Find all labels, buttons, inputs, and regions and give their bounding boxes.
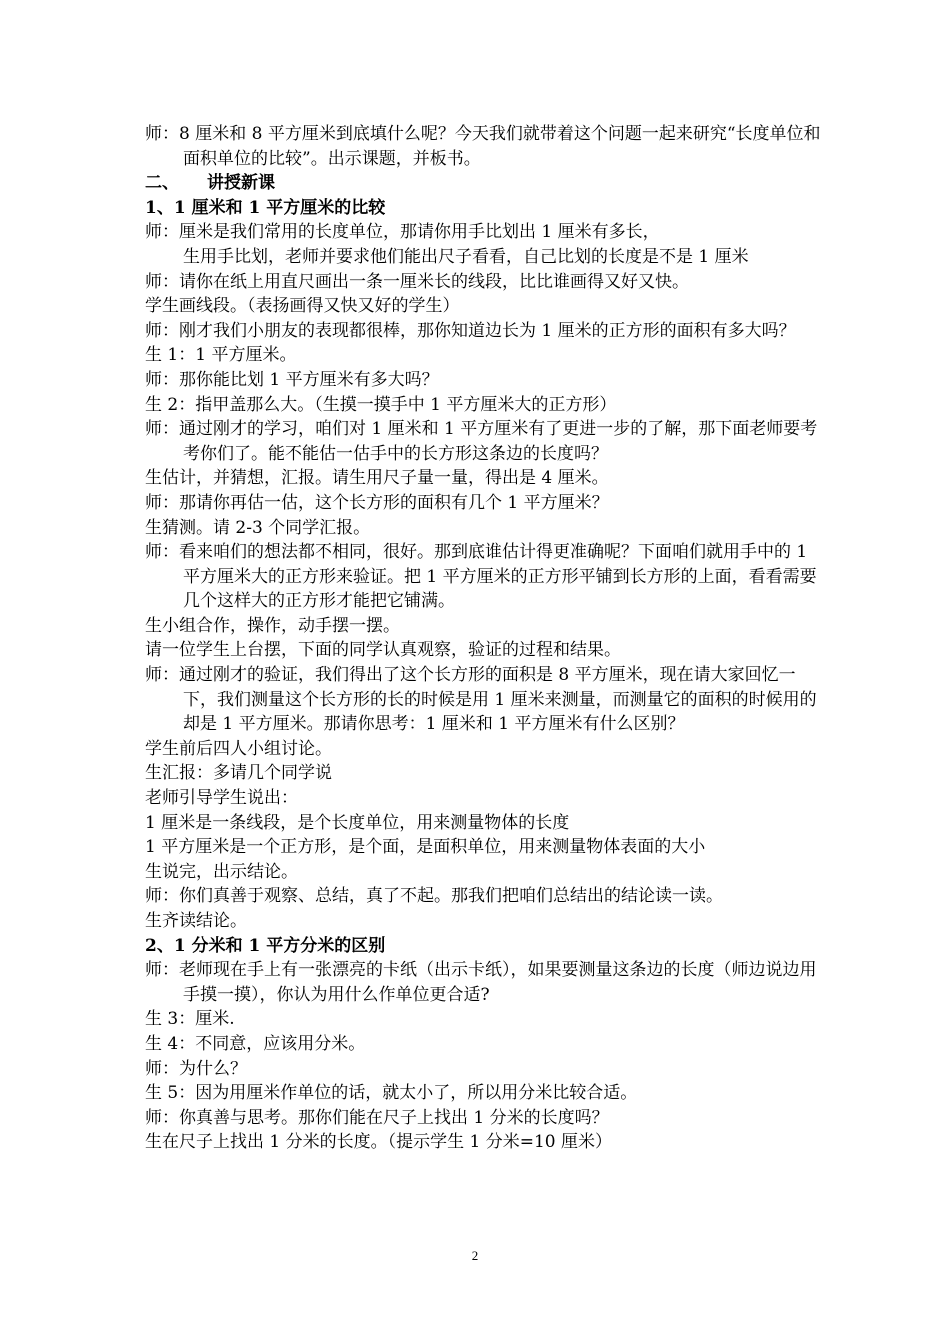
paragraph: 生 4：不同意，应该用分米。 bbox=[145, 1033, 366, 1054]
paragraph: 师：老师现在手上有一张漂亮的卡纸（出示卡纸），如果要测量这条边的长度（师边说边用手摸一摸），你认为用什么作单位更合适? bbox=[145, 960, 817, 1005]
section-heading bbox=[145, 171, 825, 196]
paragraph: 老师引导学生说出： bbox=[145, 788, 298, 809]
paragraph: 师：通过刚才的验证，我们得出了这个长方形的面积是 8 平方厘米，现在请大家回忆一下，我们测量这个长方形的长的时候是用 1 厘米来测量，而测量它的面积的时候用的却是 1 平方厘米。那请你思考：1 厘米和 1 平方厘米有什么区别？ bbox=[145, 665, 817, 735]
paragraph: 1 平方厘米是一个正方形，是个面，是面积单位，用来测量物体表面的大小 bbox=[145, 837, 706, 858]
section-title: 讲授新课 bbox=[207, 173, 275, 194]
paragraph: 师：那请你再估一估，这个长方形的面积有几个 1 平方厘米？ bbox=[145, 492, 609, 513]
paragraph: 生猜测。请 2-3 个同学汇报。 bbox=[145, 517, 371, 538]
paragraph: 师：8 厘米和 8 平方厘米到底填什么呢？今天我们就带着这个问题一起来研究“长度单位和面积单位的比较”。出示课题，并板书。 bbox=[145, 124, 821, 169]
paragraph: 生在尺子上找出 1 分米的长度。（提示学生 1 分米=10 厘米） bbox=[145, 1132, 613, 1153]
paragraph: 生估计，并猜想，汇报。请生用尺子量一量，得出是 4 厘米。 bbox=[145, 468, 609, 489]
section-number: 二、 bbox=[145, 173, 179, 194]
subsection-heading: 1、1 厘米和 1 平方厘米的比较 bbox=[145, 197, 386, 218]
paragraph: 生 2：指甲盖那么大。（生摸一摸手中 1 平方厘米大的正方形） bbox=[145, 394, 617, 415]
document-body bbox=[145, 122, 825, 1155]
paragraph: 生汇报：多请几个同学说 bbox=[145, 763, 332, 784]
paragraph: 生用手比划，老师并要求他们能出尺子看看，自己比划的长度是不是 1 厘米 bbox=[183, 246, 749, 267]
paragraph: 生 3：厘米. bbox=[145, 1009, 235, 1030]
paragraph: 师：你真善与思考。那你们能在尺子上找出 1 分米的长度吗？ bbox=[145, 1107, 609, 1128]
paragraph: 学生画线段。（表扬画得又快又好的学生） bbox=[145, 296, 460, 317]
page-number: 2 bbox=[471, 1248, 479, 1263]
paragraph: 师：厘米是我们常用的长度单位，那请你用手比划出 1 厘米有多长， bbox=[145, 222, 660, 243]
paragraph: 师：请你在纸上用直尺画出一条一厘米长的线段，比比谁画得又好又快。 bbox=[145, 271, 689, 292]
paragraph: 1 厘米是一条线段，是个长度单位，用来测量物体的长度 bbox=[145, 812, 570, 833]
paragraph: 生小组合作，操作，动手摆一摆。 bbox=[145, 615, 400, 636]
paragraph: 师：你们真善于观察、总结，真了不起。那我们把咱们总结出的结论读一读。 bbox=[145, 886, 723, 907]
paragraph: 师：为什么？ bbox=[145, 1058, 247, 1079]
paragraph: 生齐读结论。 bbox=[145, 911, 247, 931]
subsection-heading: 2、1 分米和 1 平方分米的区别 bbox=[145, 935, 386, 956]
paragraph: 请一位学生上台摆，下面的同学认真观察，验证的过程和结果。 bbox=[145, 640, 621, 661]
paragraph: 师：那你能比划 1 平方厘米有多大吗？ bbox=[145, 369, 439, 390]
paragraph: 学生前后四人小组讨论。 bbox=[145, 738, 332, 759]
paragraph: 师：通过刚才的学习，咱们对 1 厘米和 1 平方厘米有了更进一步的了解，那下面老师要考考你们了。能不能估一估手中的长方形这条边的长度吗？ bbox=[145, 419, 818, 464]
paragraph: 生 5：因为用厘米作单位的话，就太小了，所以用分米比较合适。 bbox=[145, 1083, 638, 1104]
paragraph: 师：看来咱们的想法都不相同，很好。那到底谁估计得更准确呢？下面咱们就用手中的 1 平方厘米大的正方形来验证。把 1 平方厘米的正方形平铺到长方形的上面，看看需要几个这样大的正方形才能把它铺满。 bbox=[145, 542, 817, 612]
paragraph: 生 1：1 平方厘米。 bbox=[145, 345, 297, 366]
paragraph: 师：刚才我们小朋友的表现都很棒，那你知道边长为 1 厘米的正方形的面积有多大吗？ bbox=[145, 320, 796, 341]
paragraph: 生说完，出示结论。 bbox=[145, 861, 298, 882]
